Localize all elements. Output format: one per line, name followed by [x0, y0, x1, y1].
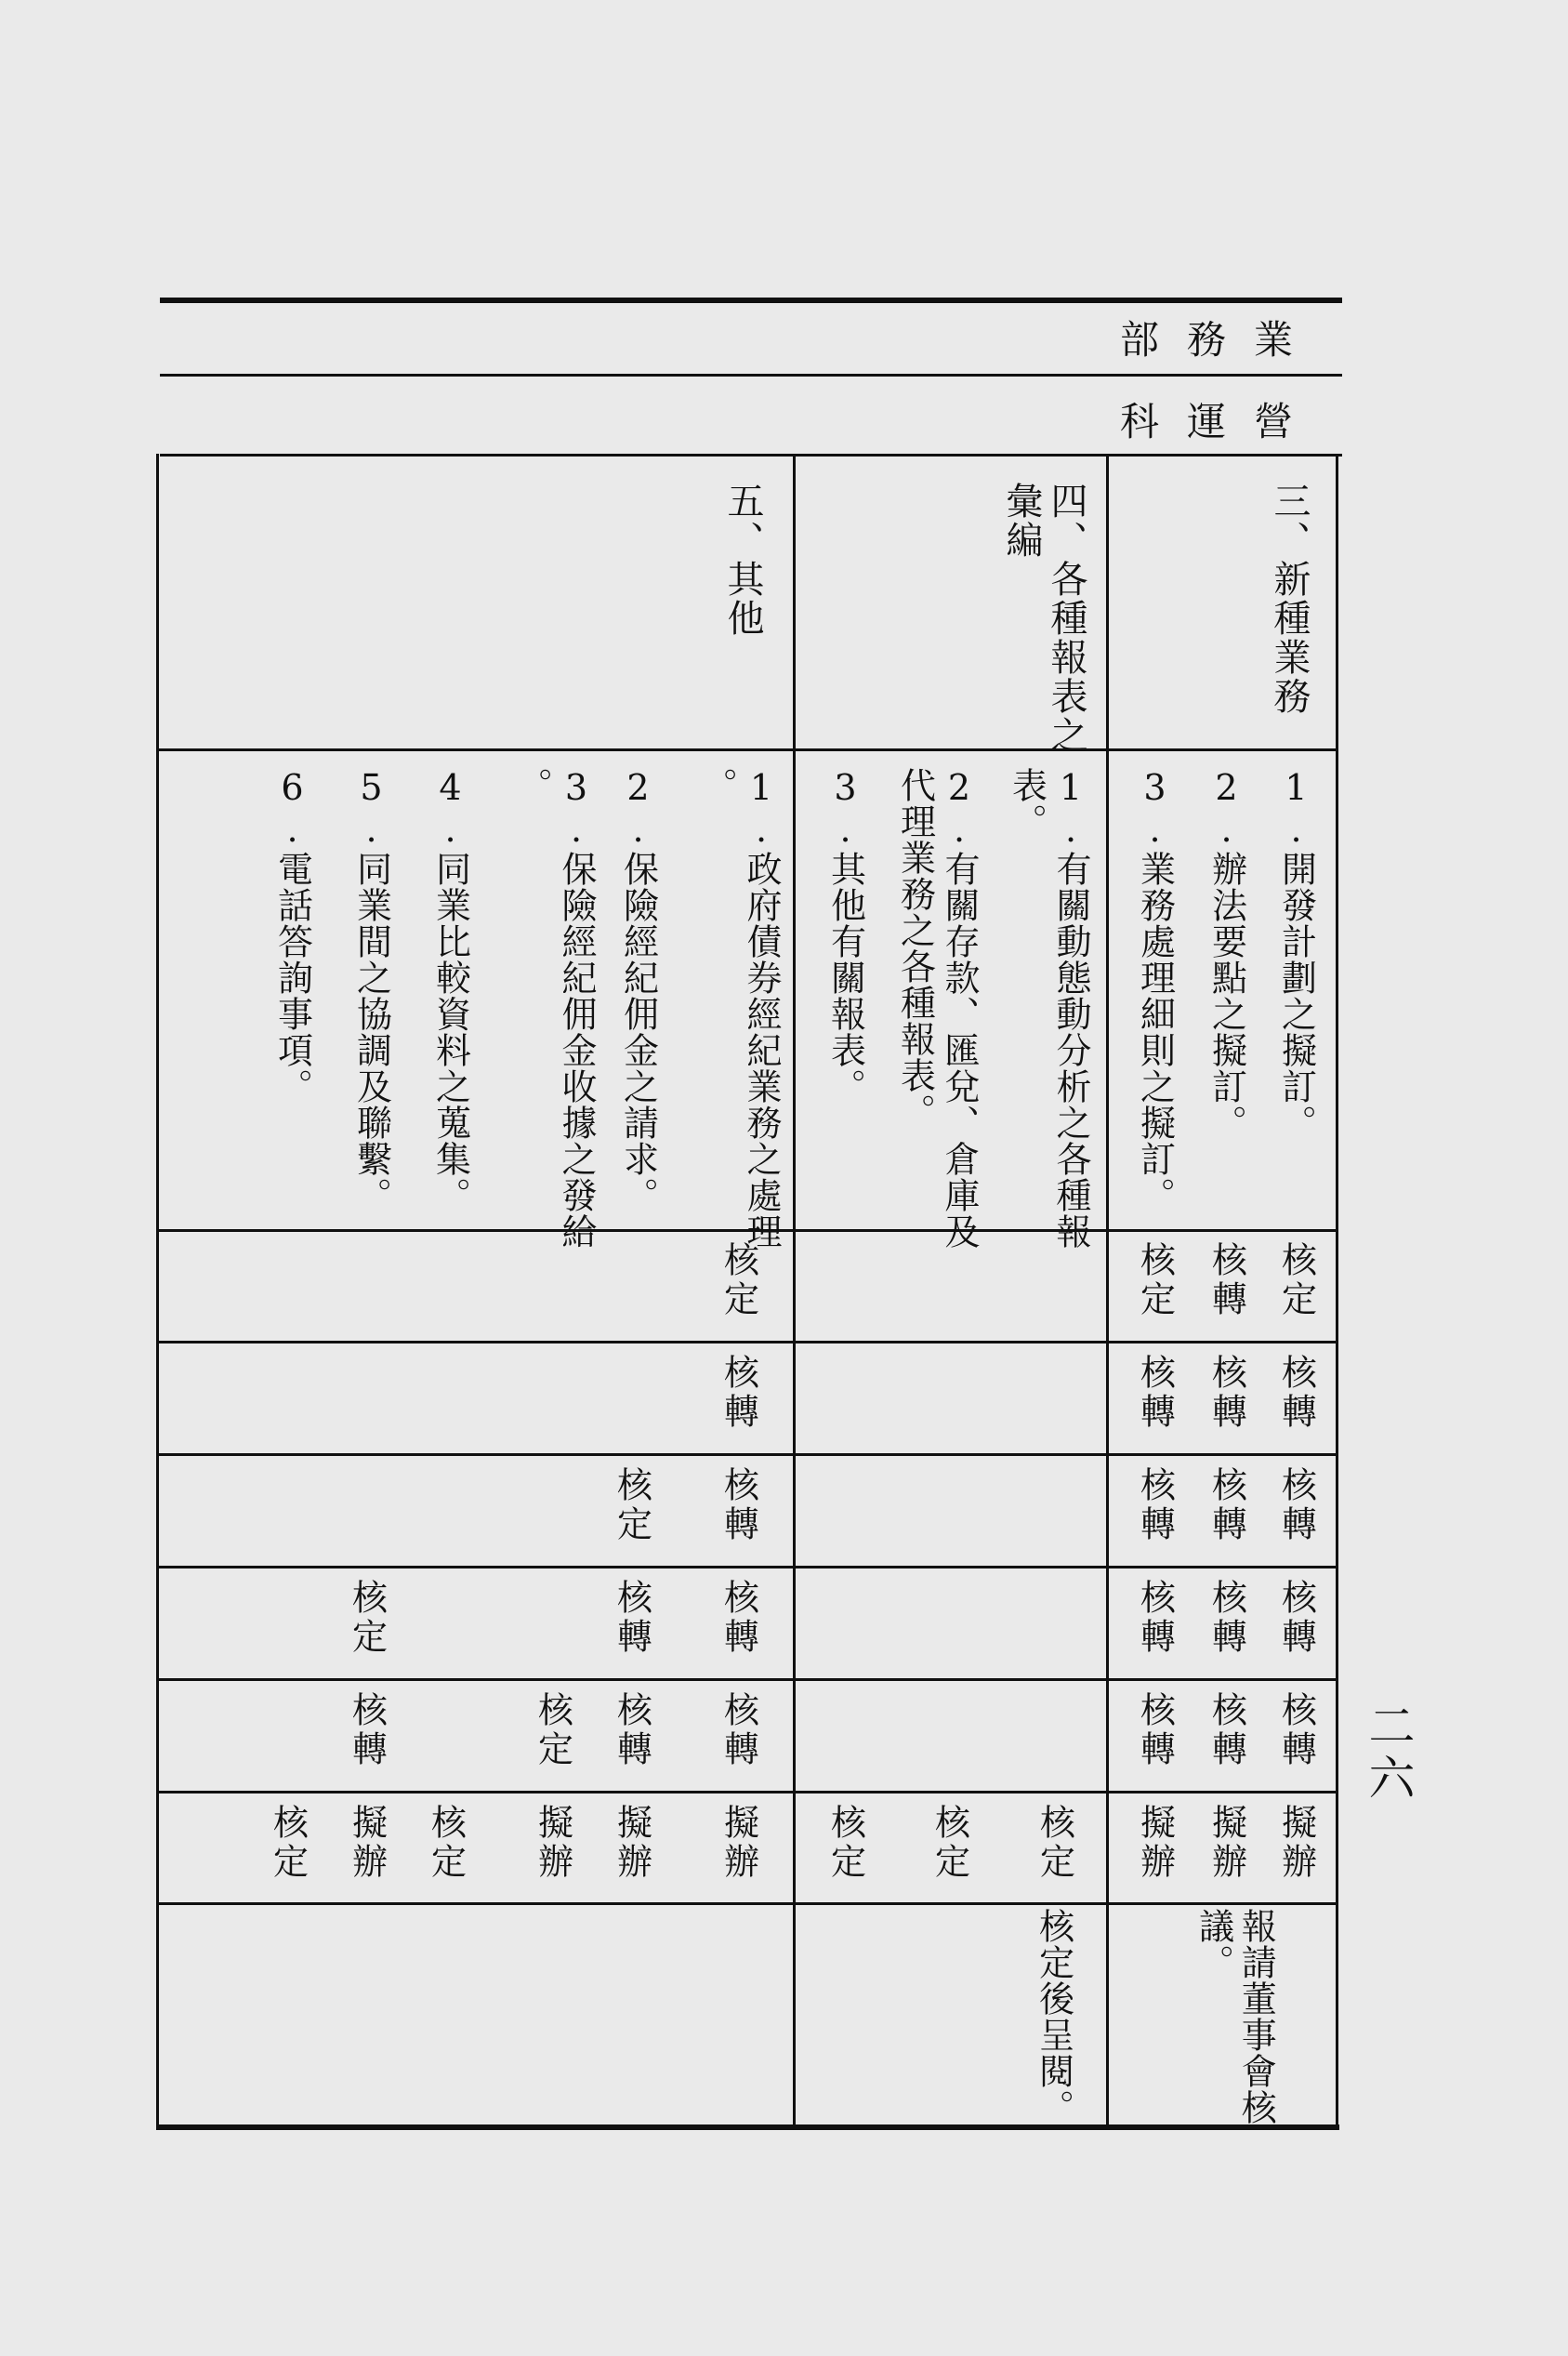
band-divider-auth5 [156, 1791, 1338, 1793]
authority-mark: 核轉 [1134, 1579, 1176, 1657]
item-text: 1.開發計劃之擬訂。 [1275, 767, 1317, 1141]
authority-mark: 核定 [718, 1241, 759, 1319]
authority-mark: 核定 [929, 1804, 970, 1882]
authority-mark: 核轉 [1275, 1466, 1317, 1544]
item-text: 5.同業間之協調及聯繫。 [350, 767, 392, 1213]
authority-mark: 核轉 [1275, 1691, 1317, 1769]
item-text: 3.其他有關報表。 [824, 767, 866, 1105]
authority-mark: 擬辦 [1275, 1804, 1317, 1882]
band-divider-auth2 [156, 1453, 1338, 1456]
authority-mark: 核轉 [346, 1691, 388, 1769]
authority-mark: 核定 [1134, 1241, 1176, 1319]
header-divider-1 [160, 374, 1342, 377]
table-left-rule [156, 454, 159, 2127]
group-divider-1 [1106, 454, 1109, 2127]
band-divider-auth1 [156, 1341, 1338, 1343]
authority-mark: 核定 [346, 1579, 388, 1657]
authority-mark: 擬辦 [611, 1804, 652, 1882]
top-rule [160, 298, 1342, 303]
table-right-rule [1336, 454, 1338, 2127]
group-divider-2 [793, 454, 796, 2127]
remarks-text: 報請董事會核 議。 [1192, 1908, 1277, 2125]
item-text: 2.辦法要點之擬訂。 [1206, 767, 1247, 1141]
department-title: 業務部 [1120, 317, 1322, 363]
authority-mark: 核轉 [1206, 1241, 1247, 1319]
category-label: 四、各種報表之 彙編 [1000, 482, 1087, 755]
band-divider-auth4 [156, 1678, 1338, 1681]
authority-mark: 核轉 [611, 1579, 652, 1657]
authority-mark: 擬辦 [1206, 1804, 1247, 1882]
authority-mark: 核轉 [718, 1354, 759, 1432]
authority-mark: 核轉 [1134, 1354, 1176, 1432]
header-divider-2 [160, 454, 1342, 457]
band-divider-label [156, 748, 1338, 751]
authority-mark: 核轉 [1206, 1691, 1247, 1769]
authority-mark: 核轉 [1134, 1466, 1176, 1544]
authority-mark: 核轉 [611, 1691, 652, 1769]
authority-mark: 核轉 [1134, 1691, 1176, 1769]
authority-mark: 擬辦 [718, 1804, 759, 1882]
authority-mark: 核轉 [1275, 1354, 1317, 1432]
authority-mark: 核定 [267, 1804, 309, 1882]
authority-mark: 核定 [1275, 1241, 1317, 1319]
authority-mark: 核轉 [1206, 1354, 1247, 1432]
authority-mark: 核轉 [1206, 1579, 1247, 1657]
table-bottom-rule [156, 2124, 1339, 2130]
authority-mark: 核轉 [1275, 1579, 1317, 1657]
item-text: 1.政府債券經紀業務之處理 。 [696, 767, 782, 1250]
authority-mark: 核定 [532, 1691, 573, 1769]
item-text: 1.有關動態動分析之各種報 表。 [1006, 767, 1091, 1250]
authority-mark: 核轉 [718, 1466, 759, 1544]
authority-mark: 核定 [824, 1804, 866, 1882]
item-text: 3.業務處理細則之擬訂。 [1134, 767, 1176, 1213]
item-text: 2.保險經紀佣金之請求。 [617, 767, 659, 1213]
section-title: 營運科 [1120, 399, 1322, 444]
category-label: 三、新種業務 [1268, 482, 1311, 716]
page-number: 二六 [1361, 1701, 1416, 1806]
item-text: 3.保險經紀佣金收據之發給 。 [511, 767, 597, 1250]
item-text: 6.電話答詢事項。 [271, 767, 313, 1105]
authority-mark: 擬辦 [346, 1804, 388, 1882]
band-divider-auth3 [156, 1566, 1338, 1568]
authority-mark: 核轉 [718, 1579, 759, 1657]
authority-mark: 核轉 [1206, 1466, 1247, 1544]
authority-mark: 擬辦 [1134, 1804, 1176, 1882]
authority-mark: 核定 [611, 1466, 652, 1544]
authority-mark: 擬辦 [532, 1804, 573, 1882]
band-divider-auth6 [156, 1902, 1338, 1905]
authority-mark: 核定 [1034, 1804, 1075, 1882]
authority-mark: 核定 [425, 1804, 467, 1882]
remarks-text: 核定後呈閱。 [1033, 1908, 1074, 2125]
item-text: 2.有關存款、匯兌、倉庫及 代理業務之各種報表。 [894, 767, 980, 1250]
item-text: 4.同業比較資料之蒐集。 [429, 767, 471, 1213]
authority-mark: 核轉 [718, 1691, 759, 1769]
category-label: 五、其他 [721, 482, 764, 638]
